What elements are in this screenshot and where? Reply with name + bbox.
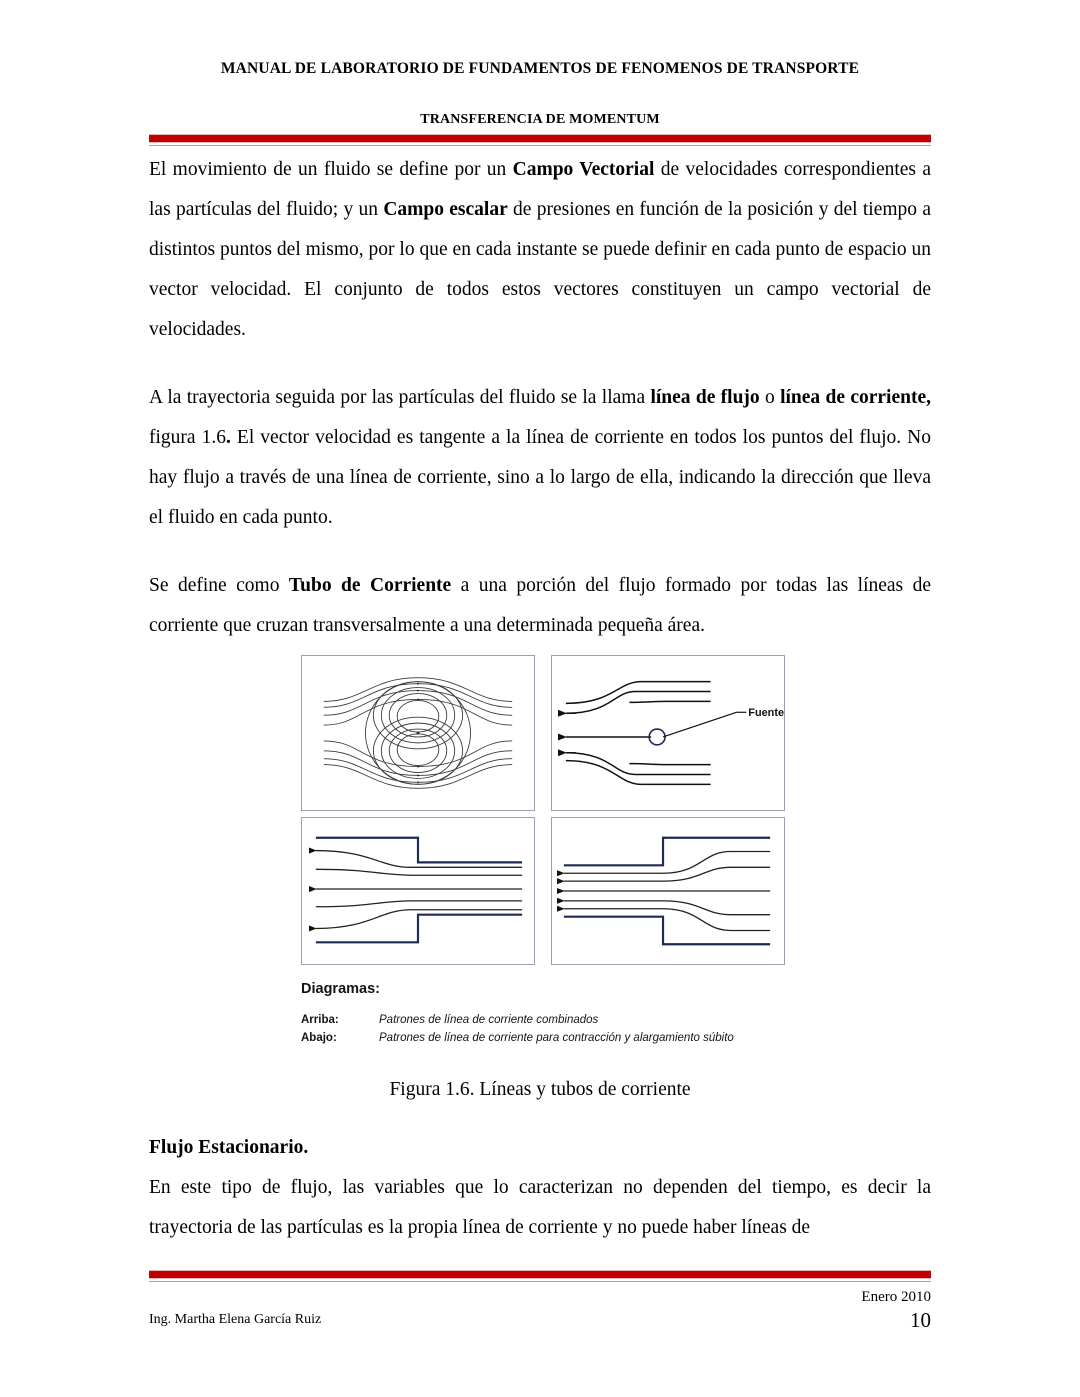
p2-seg3: figura 1.6 [149,427,226,448]
p1-bold-campo-escalar: Campo escalar [383,199,508,220]
section-heading-flujo-estacionario: Flujo Estacionario. [149,1137,309,1158]
header-rule-thin [149,145,931,146]
p1-seg3: de presiones en función de la posición y del tiempo a distintos puntos del mismo, por lo que en cada instante se puede definir en cada punto de espacio un vector velocidad. El conjunto de todos estos vectores constituyen un campo vectorial de velocidades. [149,199,931,340]
p2-seg1: A la trayectoria seguida por las partículas del fluido se la llama [149,387,651,408]
header-subtitle: TRANSFERENCIA DE MOMENTUM [420,112,660,127]
page-header [0,0,1080,128]
header-divider-rule [149,134,931,146]
footer-date: Enero 2010 [861,1289,931,1305]
paragraph-linea-de-corriente [149,378,931,538]
p1-bold-campo-vectorial: Campo Vectorial [512,159,655,180]
figure-title-caption: Figura 1.6. Líneas y tubos de corriente [389,1079,691,1100]
source-flow-svg [552,656,784,810]
footer-rule-thick [149,1270,931,1279]
p3-seg1: Se define como [149,575,289,596]
panel-source-flow-pattern [551,655,785,811]
caption-key-abajo: Abajo: [301,1032,337,1044]
sudden-contraction-svg [302,818,534,964]
paragraph-campo-vectorial [149,150,931,350]
footer-rule-thin [149,1281,931,1282]
p2-seg2: o [759,387,781,408]
figure-panel-row-top [301,655,801,811]
footer-divider-rule [149,1270,931,1282]
fuente-label: Fuente [748,707,784,720]
footer-author: Ing. Martha Elena García Ruiz [149,1312,322,1327]
combined-streamline-svg [302,656,534,810]
p1-seg1: El movimiento de un fluido se define por un [149,159,513,180]
caption-title-diagramas: Diagramas: [301,981,380,997]
figure-panel-row-bottom [301,817,801,965]
caption-value-abajo: Patrones de línea de corriente para contracción y alargamiento súbito [379,1032,734,1044]
document-body-lower [149,1128,931,1248]
sudden-enlargement-svg [552,818,784,964]
header-title-main: MANUAL DE LABORATORIO DE FUNDAMENTOS DE FENOMENOS DE TRANSPORTE [220,60,860,77]
caption-value-arriba: Patrones de línea de corriente combinados [379,1014,599,1026]
paragraph-flujo-estacionario: En este tipo de flujo, las variables que lo caracterizan no dependen del tiempo, es decir la trayectoria de las partículas es la propia línea de corriente y no puede haber líneas de [149,1177,931,1238]
panel-sudden-enlargement [551,817,785,965]
p3-bold-tubo-de-corriente: Tubo de Corriente [288,575,452,596]
fuente-leader-line [663,712,736,737]
figure-diagram-caption [301,981,931,1047]
p1-seg2: de velocidades correspondientes a las partículas del fluido; y un [149,159,932,220]
caption-row-arriba [301,1011,931,1029]
source-circle-icon [649,729,665,745]
p2-bold-linea-de-flujo: línea de flujo [650,387,760,408]
figure-panel-grid [301,655,801,965]
p2-bold-linea-de-corriente: línea de corriente, [780,387,931,408]
footer-page-number: 10 [910,1308,931,1332]
header-rule-thick [149,134,931,143]
figure-1-6 [149,655,931,1101]
p3-seg2: a una porción del flujo formado por todas las líneas de corriente que cruzan transversalmente a una determinada pequeña área. [149,575,932,636]
p2-seg4: El vector velocidad es tangente a la línea de corriente en todos los puntos del flujo. No hay flujo a través de una línea de corriente, sino a lo largo de ella, indicando la dirección que lleva el fluido en cada punto. [149,427,932,528]
panel-combined-streamline-pattern [301,655,535,811]
page-footer [149,1287,931,1331]
caption-row-abajo [301,1029,931,1047]
caption-key-arriba: Arriba: [301,1014,339,1026]
footer-row [149,1309,931,1331]
stagnation-points [417,683,420,784]
panel-sudden-contraction [301,817,535,965]
document-body [149,150,931,674]
paragraph-tubo-de-corriente [149,566,931,646]
p2-bold-period: . [226,427,231,448]
